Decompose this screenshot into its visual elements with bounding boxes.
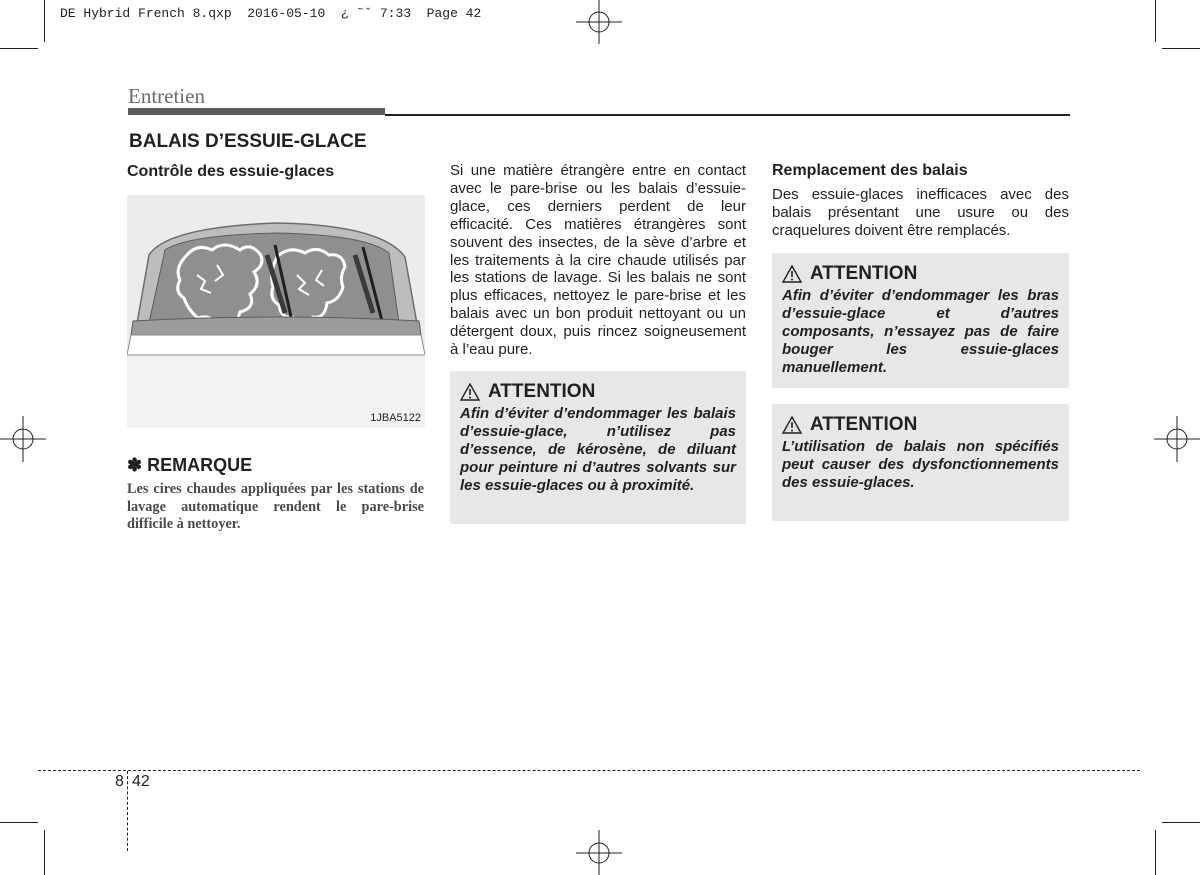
warning-text: Afin d’éviter d’endommager les balais d’essuie-glace, n’utilisez pas d’essence, de kérosène, de diluant pour peinture ni d’autres solvants sur les essuie-glaces ou à proximité.	[460, 405, 736, 494]
footer-rule	[38, 770, 1140, 771]
right-paragraph: Des essuie-glaces inefficaces avec des balais présentant une usure ou des craquelures doivent être remplacés.	[772, 186, 1069, 239]
remark-title: ✽ REMARQUE	[127, 455, 253, 475]
windshield-wiper-illustration	[127, 195, 425, 428]
crop-mark	[1155, 830, 1156, 875]
crop-mark	[1162, 48, 1200, 49]
warning-title: ATTENTION	[810, 414, 918, 435]
crop-mark	[0, 822, 38, 823]
warning-text: L’utilisation de balais non spécifiés peut causer des dysfonctionnements des essuie-glaces.	[782, 438, 1059, 491]
crop-mark	[1155, 0, 1156, 42]
warning-header	[782, 263, 1059, 285]
page-number: 42	[132, 773, 150, 790]
warning-box	[450, 371, 746, 524]
print-header: DE Hybrid French 8.qxp 2016-05-10 ¿ ˜ˇ 7:33 Page 42	[60, 6, 482, 21]
right-subtitle: Remplacement des balais	[772, 162, 968, 179]
wiper-figure	[127, 195, 425, 428]
warning-header	[460, 381, 736, 403]
crop-mark	[44, 830, 45, 875]
crop-mark	[1162, 822, 1200, 823]
warning-title: ATTENTION	[810, 263, 918, 284]
warning-box	[772, 253, 1069, 388]
footer-divider	[127, 771, 128, 851]
warning-triangle-icon	[460, 383, 480, 401]
registration-mark-icon	[1154, 414, 1200, 464]
section-header: Entretien	[128, 84, 205, 108]
remark-text: Les cires chaudes appliquées par les stations de lavage automatique rendent le pare-brise difficile à nettoyer.	[127, 481, 424, 533]
registration-mark-icon	[0, 414, 46, 464]
warning-triangle-icon	[782, 416, 802, 434]
crop-mark	[44, 0, 45, 42]
main-title: BALAIS D’ESSUIE-GLACE	[129, 131, 367, 152]
warning-box	[772, 404, 1069, 521]
middle-paragraph: Si une matière étrangère entre en contact avec le pare-brise ou les balais d’essuie-glace, ces derniers perdent de leur efficacité. Ces matières étrangères sont souvent des insectes, de la sève d’arbre et les traitements à la cire chaude utilisés par les stations de lavage. Si les balais ne sont plus efficaces, nettoyez le pare-brise et les balais avec un bon produit nettoyant ou un détergent doux, puis rincez soigneusement à l’eau pure.	[450, 162, 746, 359]
warning-header	[782, 414, 1059, 436]
registration-mark-icon	[574, 830, 624, 875]
warning-text: Afin d’éviter d’endommager les bras d’essuie-glace et d’autres composants, n’essayez pas de faire bouger les essuie-glaces manuellement.	[782, 287, 1059, 376]
warning-title: ATTENTION	[488, 381, 596, 402]
left-subtitle: Contrôle des essuie-glaces	[127, 163, 335, 180]
chapter-number: 8	[115, 773, 124, 790]
header-rule	[385, 114, 1070, 116]
figure-label: 1JBA5122	[370, 412, 421, 424]
crop-mark	[0, 48, 38, 49]
header-bar	[128, 108, 385, 115]
registration-mark-icon	[574, 0, 624, 44]
warning-triangle-icon	[782, 265, 802, 283]
